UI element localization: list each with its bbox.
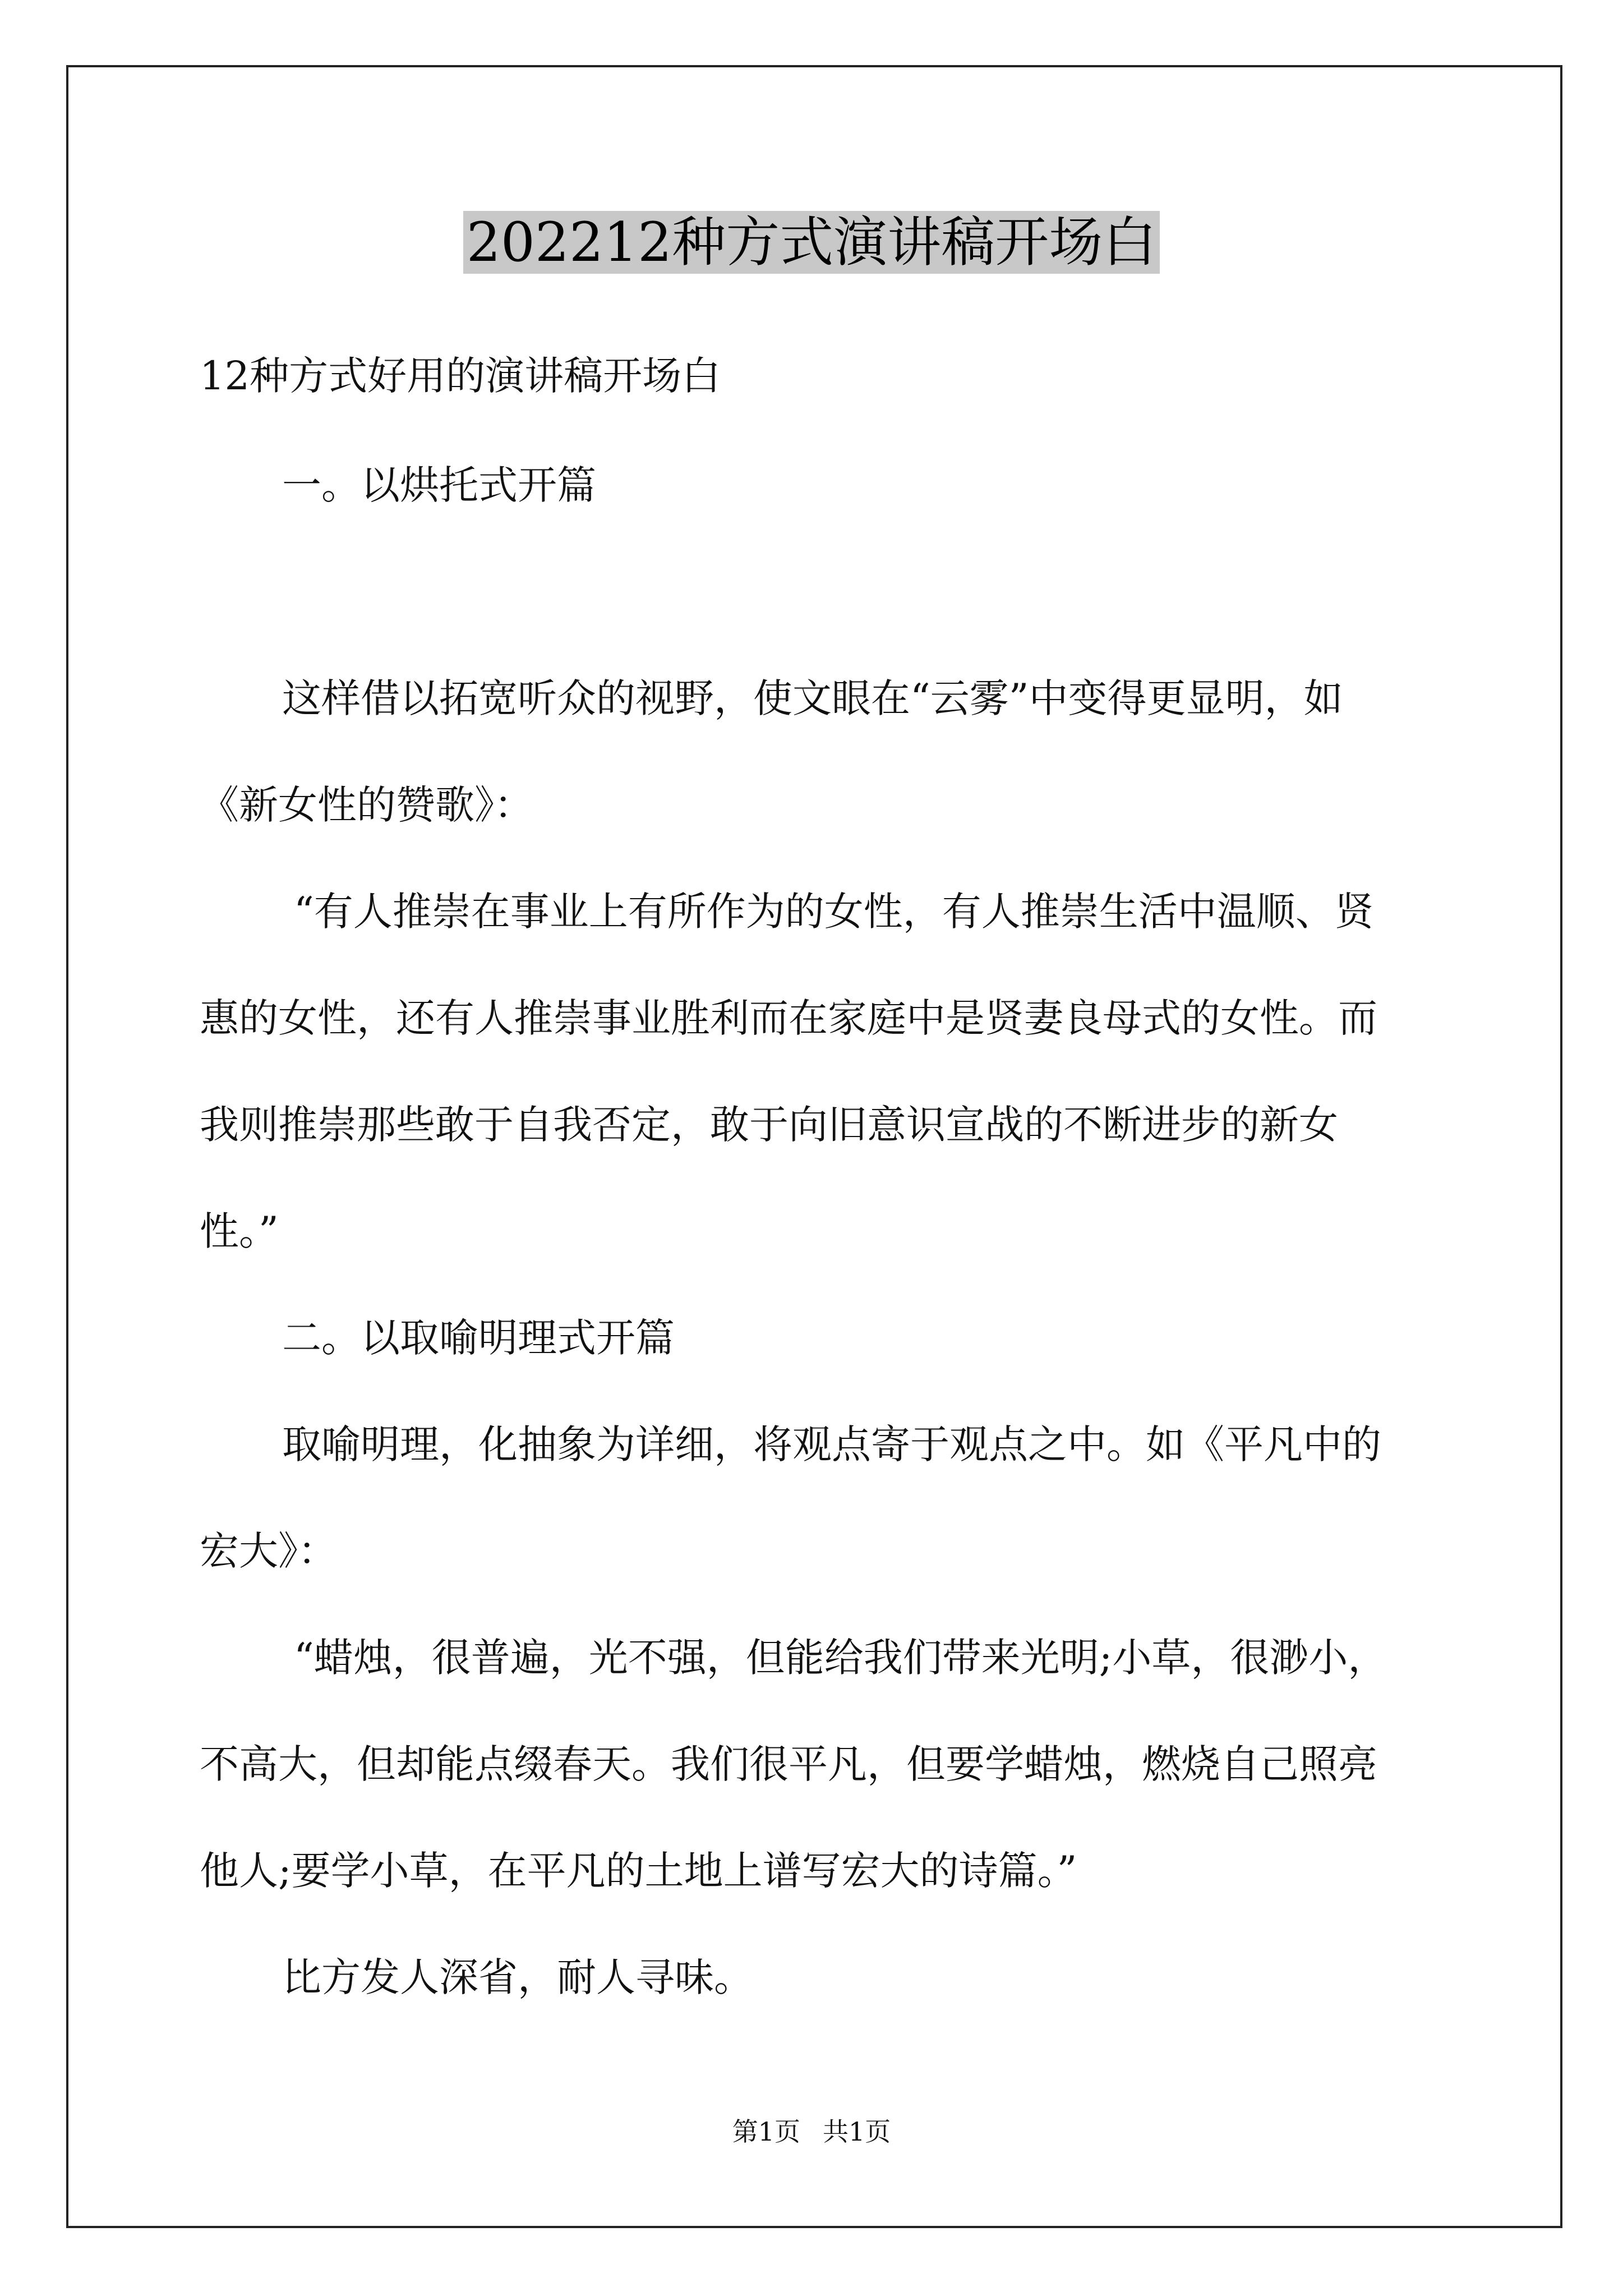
quote-line: 他人;要学小草，在平凡的土地上谱写宏大的诗篇。” xyxy=(200,1848,1077,1894)
paragraph-line: 这样借以拓宽听众的视野，使文眼在“云雾”中变得更显明，如 xyxy=(282,675,1343,721)
title-text: 202212种方式演讲稿开场白 xyxy=(463,211,1160,274)
quote-line: 我则推崇那些敢于自我否定，敢于向旧意识宣战的不断进步的新女 xyxy=(200,1102,1338,1148)
quote-line: “蜡烛，很普遍，光不强，但能给我们带来光明;小草，很渺小， xyxy=(294,1635,1387,1681)
page-number: 第1页 xyxy=(732,2116,800,2147)
document-title xyxy=(0,203,1623,282)
page-total: 共1页 xyxy=(823,2116,891,2147)
subtitle: 12种方式好用的演讲稿开场白 xyxy=(200,353,721,399)
quote-line: 性。” xyxy=(200,1208,279,1254)
section-heading-2: 二。以取喻明理式开篇 xyxy=(282,1315,675,1361)
page-footer xyxy=(0,2115,1623,2148)
quote-line: 惠的女性，还有人推崇事业胜利而在家庭中是贤妻良母式的女性。而 xyxy=(200,995,1377,1041)
paragraph-line: 《新女性的赞歌》： xyxy=(200,782,533,828)
paragraph-line: 宏大》： xyxy=(200,1528,337,1574)
paragraph-line: 比方发人深省，耐人寻味。 xyxy=(282,1954,753,2000)
quote-line: 不高大，但却能点缀春天。我们很平凡，但要学蜡烛，燃烧自己照亮 xyxy=(200,1741,1377,1787)
paragraph-line: 取喻明理，化抽象为详细，将观点寄于观点之中。如《平凡中的 xyxy=(282,1421,1381,1467)
quote-line: “有人推崇在事业上有所作为的女性，有人推崇生活中温顺、贤 xyxy=(294,889,1374,935)
section-heading-1: 一。以烘托式开篇 xyxy=(282,462,596,508)
